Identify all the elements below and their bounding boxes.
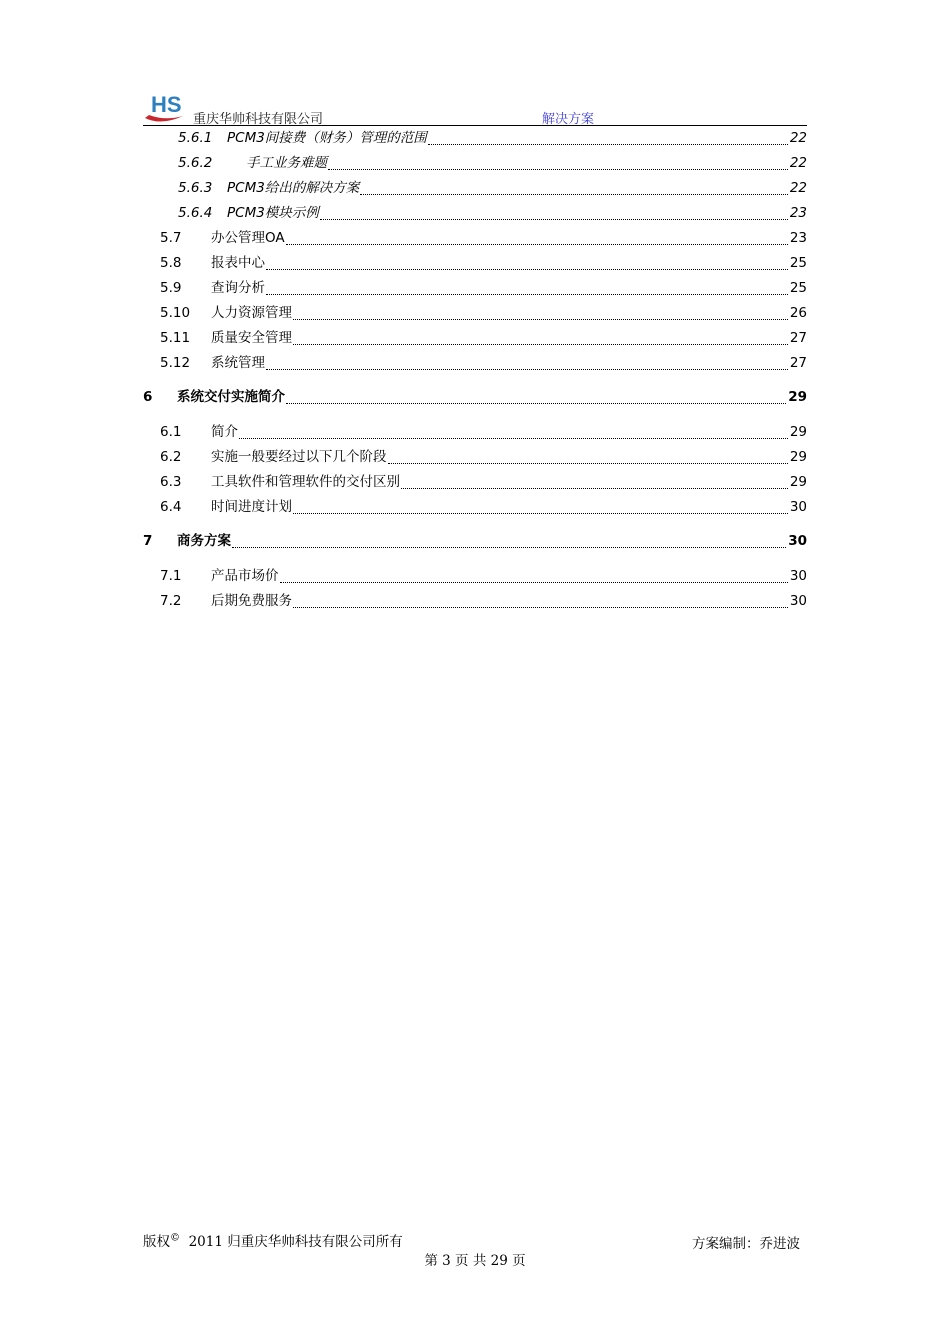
- toc-entry-number: 5.6.2: [178, 155, 213, 171]
- toc-entry-number: 6.3: [160, 474, 182, 490]
- toc-entry-title: 工具软件和管理软件的交付区别: [211, 474, 400, 490]
- toc-entry[interactable]: [143, 352, 807, 374]
- copyright-text: 2011 归重庆华帅科技有限公司所有: [188, 1234, 403, 1250]
- toc-entry-title: 人力资源管理: [211, 305, 292, 321]
- document-type: 解决方案: [542, 112, 595, 127]
- toc-entry[interactable]: [143, 590, 807, 612]
- toc-entry-number: 7.2: [160, 593, 182, 609]
- copyright-word: 版权: [143, 1234, 170, 1250]
- toc-entry-page: 23: [789, 230, 807, 246]
- toc-leader-dots: [388, 463, 788, 464]
- toc-entry[interactable]: [143, 565, 807, 587]
- toc-entry-number: 5.8: [160, 255, 182, 271]
- toc-entry-page: 30: [788, 533, 807, 549]
- toc-entry-number: 5.10: [160, 305, 191, 321]
- toc-entry[interactable]: [143, 202, 807, 224]
- toc-entry-title: 系统交付实施简介: [177, 389, 285, 405]
- toc-entry[interactable]: [143, 177, 807, 199]
- toc-entry-number: 7.1: [160, 568, 182, 584]
- toc-entry[interactable]: [143, 327, 807, 349]
- company-name: 重庆华帅科技有限公司: [193, 112, 324, 127]
- toc-entry-number: 5.7: [160, 230, 182, 246]
- footer-copyright: [143, 1230, 403, 1250]
- toc-entry-page: 22: [789, 130, 807, 146]
- toc-entry[interactable]: [143, 252, 807, 274]
- toc-entry-page: 30: [789, 499, 807, 515]
- toc-entry-page: 29: [789, 474, 807, 490]
- toc-entry-title: 时间进度计划: [211, 499, 292, 515]
- toc-entry-number: 6.2: [160, 449, 182, 465]
- toc-entry-title: PCM3间接费（财务）管理的范围: [227, 130, 427, 146]
- toc-entry-title: 后期免费服务: [211, 593, 292, 609]
- toc-entry-page: 22: [789, 180, 807, 196]
- toc-entry[interactable]: [143, 386, 807, 408]
- toc-entry-number: 5.6.1: [178, 130, 213, 146]
- toc-leader-dots: [328, 169, 788, 170]
- toc-entry-title: 商务方案: [177, 533, 231, 549]
- toc-entry-number: 5.11: [160, 330, 191, 346]
- toc-leader-dots: [280, 582, 788, 583]
- toc-entry-page: 26: [789, 305, 807, 321]
- toc-leader-dots: [266, 294, 788, 295]
- toc-entry-number: 5.12: [160, 355, 191, 371]
- toc-entry-page: 25: [789, 280, 807, 296]
- toc-leader-dots: [293, 319, 788, 320]
- logo-text: HS: [151, 92, 182, 117]
- toc-leader-dots: [286, 244, 788, 245]
- toc-leader-dots: [266, 269, 788, 270]
- toc-entry-title: 实施一般要经过以下几个阶段: [211, 449, 387, 465]
- toc-entry-page: 30: [789, 593, 807, 609]
- toc-entry[interactable]: [143, 496, 807, 518]
- toc-entry[interactable]: [143, 127, 807, 149]
- footer-page-number: 第 3 页 共 29 页: [424, 1253, 526, 1269]
- toc-leader-dots: [286, 403, 786, 404]
- page-header: [143, 90, 807, 126]
- footer-author: 方案编制：乔进波: [692, 1236, 800, 1252]
- toc-entry-title: PCM3给出的解决方案: [227, 180, 360, 196]
- toc-entry-number: 5.6.3: [178, 180, 213, 196]
- toc-entry-page: 23: [789, 205, 807, 221]
- toc-entry-page: 29: [788, 389, 807, 405]
- toc-entry[interactable]: [143, 302, 807, 324]
- toc-entry-title: 手工业务难题: [246, 155, 327, 171]
- toc-entry[interactable]: [143, 421, 807, 443]
- toc-leader-dots: [293, 607, 788, 608]
- toc-leader-dots: [428, 144, 788, 145]
- toc-entry-title: 查询分析: [211, 280, 265, 296]
- toc-entry-number: 6: [143, 389, 153, 405]
- toc-entry-page: 30: [789, 568, 807, 584]
- toc-entry-page: 29: [789, 449, 807, 465]
- toc-entry-title: PCM3模块示例: [227, 205, 319, 221]
- company-logo: [143, 90, 199, 126]
- toc-entry-page: 27: [789, 330, 807, 346]
- toc-entry[interactable]: [143, 227, 807, 249]
- toc-entry-title: 办公管理OA: [211, 230, 285, 246]
- toc-leader-dots: [320, 219, 788, 220]
- toc-entry[interactable]: [143, 152, 807, 174]
- toc-leader-dots: [293, 344, 788, 345]
- toc-entry-number: 6.1: [160, 424, 182, 440]
- toc-entry-title: 简介: [211, 424, 238, 440]
- toc-leader-dots: [232, 547, 786, 548]
- header-rule: [143, 125, 807, 126]
- toc-leader-dots: [360, 194, 788, 195]
- toc-entry-title: 报表中心: [211, 255, 265, 271]
- toc-entry-page: 27: [789, 355, 807, 371]
- toc-entry-number: 5.9: [160, 280, 182, 296]
- toc-entry-page: 25: [789, 255, 807, 271]
- toc-entry-number: 5.6.4: [178, 205, 213, 221]
- toc-leader-dots: [401, 488, 788, 489]
- toc-entry[interactable]: [143, 446, 807, 468]
- toc-leader-dots: [293, 513, 788, 514]
- toc-entry[interactable]: [143, 530, 807, 552]
- toc-entry[interactable]: [143, 277, 807, 299]
- copyright-symbol: ©: [170, 1232, 180, 1244]
- toc-entry-page: 22: [789, 155, 807, 171]
- toc-entry-page: 29: [789, 424, 807, 440]
- toc-entry-title: 系统管理: [211, 355, 265, 371]
- toc-leader-dots: [266, 369, 788, 370]
- toc-entry-title: 产品市场价: [211, 568, 279, 584]
- toc-entry-number: 6.4: [160, 499, 182, 515]
- toc-entry[interactable]: [143, 471, 807, 493]
- toc-leader-dots: [239, 438, 788, 439]
- toc-entry-number: 7: [143, 533, 153, 549]
- toc-entry-title: 质量安全管理: [211, 330, 292, 346]
